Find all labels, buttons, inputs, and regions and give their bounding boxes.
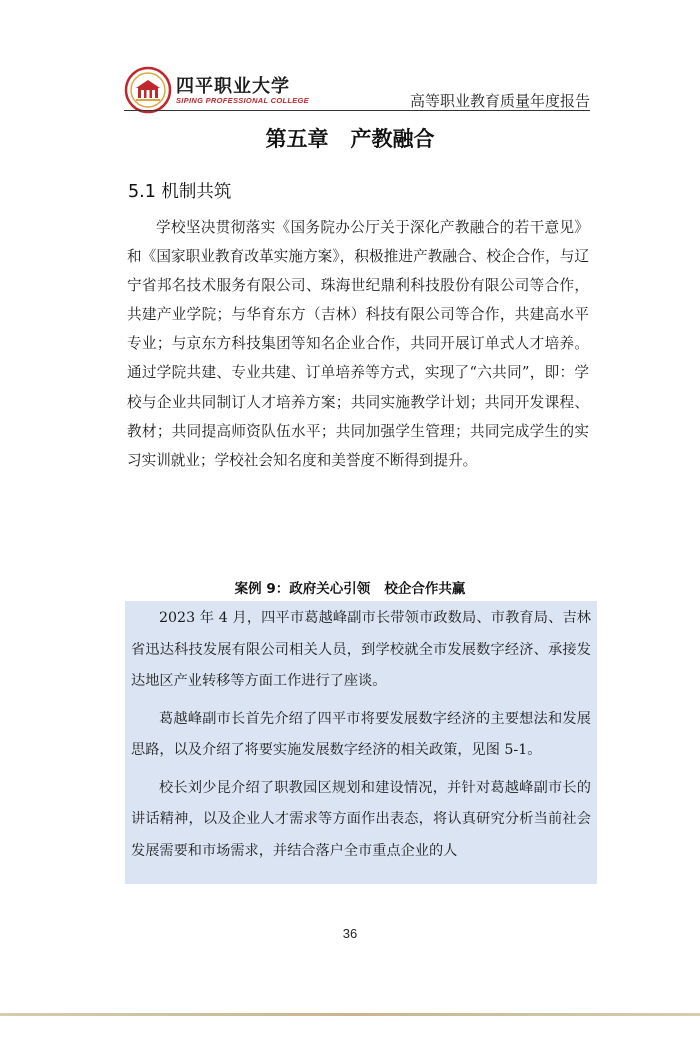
college-logo-icon	[124, 66, 172, 114]
chapter-title: 第五章 产教融合	[265, 127, 435, 151]
footer-divider	[0, 1013, 700, 1016]
case-paragraph: 2023 年 4 月，四平市葛越峰副市长带领市政数局、市教育局、吉林省迅达科技发展有限公司相关人员，到学校就全市发展数字经济、承接发达地区产业转移等方面工作进行了座谈。	[131, 610, 591, 689]
body-paragraph: 学校坚决贯彻落实《国务院办公厅关于深化产教融合的若干意见》和《国家职业教育改革实施方案》，积极推进产教融合、校企合作，与辽宁省邦名技术服务有限公司、珠海世纪鼎利科技股份有限公司等合作，共建产业学院；与华育东方（吉林）科技有限公司等合作，共建高水平专业；与京东方科技集团等知名企业合作，共同开展订单式人才培养。通过学院共建、专业共建、订单培养等方式，实现了“六共同”，即：学校与企业共同制订人才培养方案；共同实施教学计划；共同开发课程、教材；共同提高师资队伍水平；共同加强学生管理；共同完成学生的实习实训就业；学校社会知名度和美誉度不断得到提升。	[127, 219, 589, 469]
page-header	[124, 62, 590, 110]
header-divider	[124, 110, 590, 111]
case-paragraph: 葛越峰副市长首先介绍了四平市将要发展数字经济的主要想法和发展思路，以及介绍了将要实施发展数字经济的相关政策，见图 5-1。	[131, 710, 591, 758]
section-title: 5.1 机制共筑	[128, 182, 232, 202]
body-text	[127, 213, 589, 475]
case-box	[125, 601, 597, 884]
case-paragraph: 校长刘少昆介绍了职教园区规划和建设情况，并针对葛越峰副市长的讲话精神，以及企业人才需求等方面作出表态，将认真研究分析当前社会发展需要和市场需求，并结合落户全市重点企业的人	[131, 779, 591, 859]
report-title: 高等职业教育质量年度报告	[409, 92, 590, 110]
logo-name-cn: 四平职业大学	[176, 76, 290, 97]
logo-name-en: SIPING PROFESSIONAL COLLEGE	[176, 96, 309, 105]
case-title: 案例 9：政府关心引领 校企合作共赢	[234, 581, 466, 597]
page-number: 36	[342, 926, 358, 941]
